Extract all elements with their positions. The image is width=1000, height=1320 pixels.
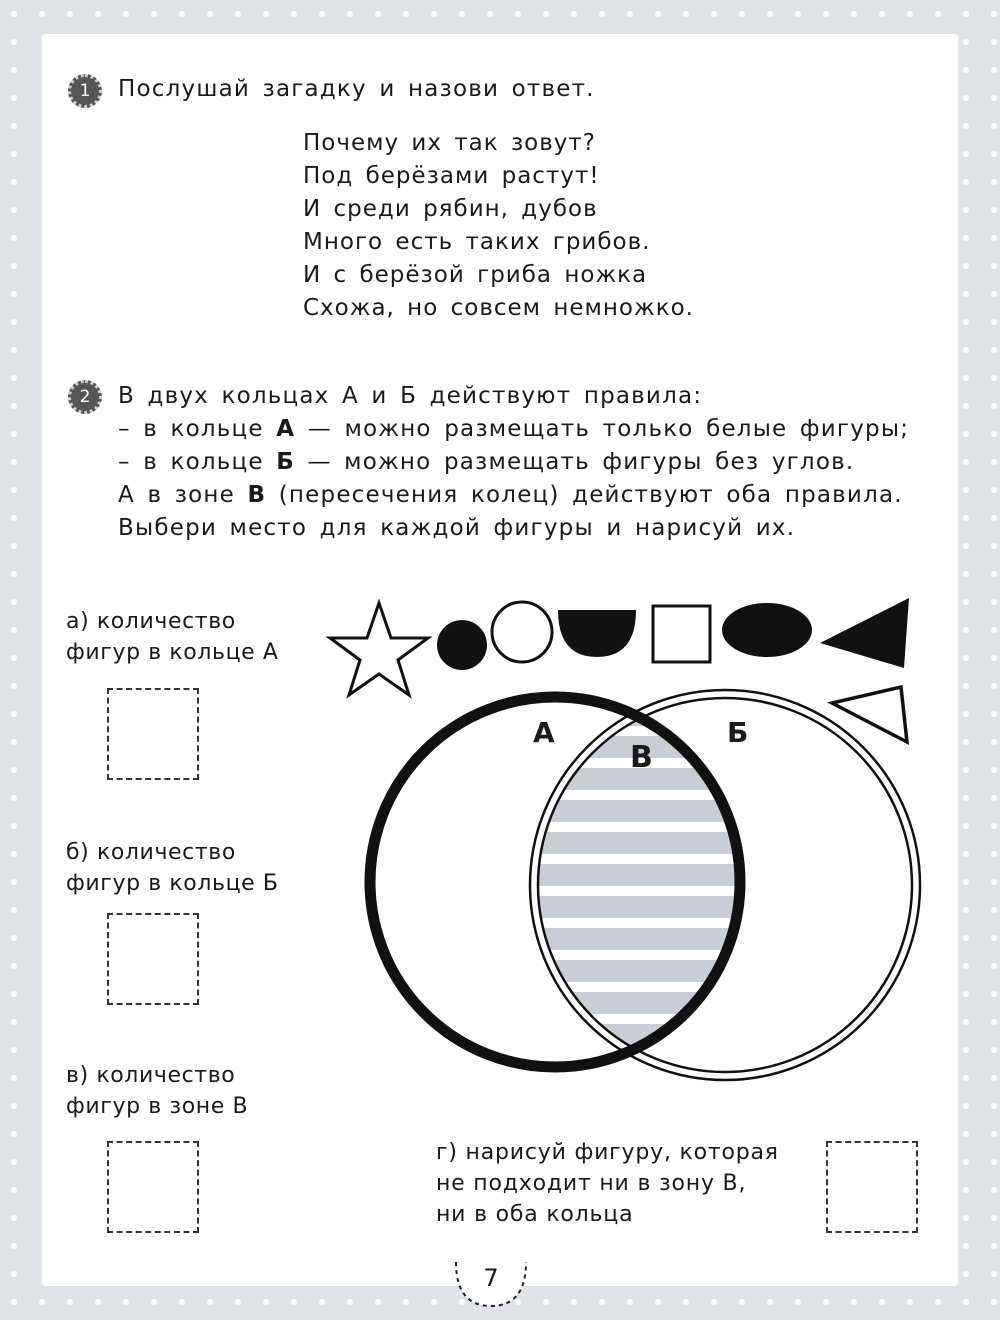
question-b-label: б) количество фигур в кольце Б: [66, 840, 279, 896]
poem-line: Схожа, но совсем немножко.: [303, 295, 694, 321]
poem-line: Много есть таких грибов.: [303, 229, 651, 255]
page-number: 7: [483, 1264, 499, 1292]
ring-a-label: А: [533, 716, 555, 749]
task-number-badge: 1: [68, 74, 102, 108]
task2-rule-b: – в кольце Б — можно размещать фигуры без углов.: [118, 449, 855, 475]
zone-v-label: В: [630, 740, 653, 775]
task2-line: В двух кольцах А и Б действуют правила:: [118, 383, 703, 409]
question-v-label: в) количество фигур в зоне В: [66, 1063, 249, 1119]
question-g-label: г) нарисуй фигуру, которая не подходит ни в зону В, ни в оба кольца: [436, 1140, 779, 1227]
task1-instruction: Послушай загадку и назови ответ.: [118, 76, 595, 102]
poem-line: Под берёзами растут!: [303, 163, 600, 189]
task2-line: Выбери место для каждой фигуры и нарисуй их.: [118, 515, 796, 541]
task2-rule-a: – в кольце А — можно размещать только белые фигуры;: [118, 416, 910, 442]
poem-line: И с берёзой гриба ножка: [303, 262, 648, 288]
task-number-badge: 2: [68, 380, 102, 414]
task2-rule-v: А в зоне В (пересечения колец) действуют оба правила.: [118, 482, 903, 508]
poem-line: Почему их так зовут?: [303, 130, 597, 156]
question-a-label: а) количество фигур в кольце А: [66, 609, 279, 665]
poem-line: И среди рябин, дубов: [303, 196, 598, 222]
ring-b-label: Б: [727, 716, 749, 749]
